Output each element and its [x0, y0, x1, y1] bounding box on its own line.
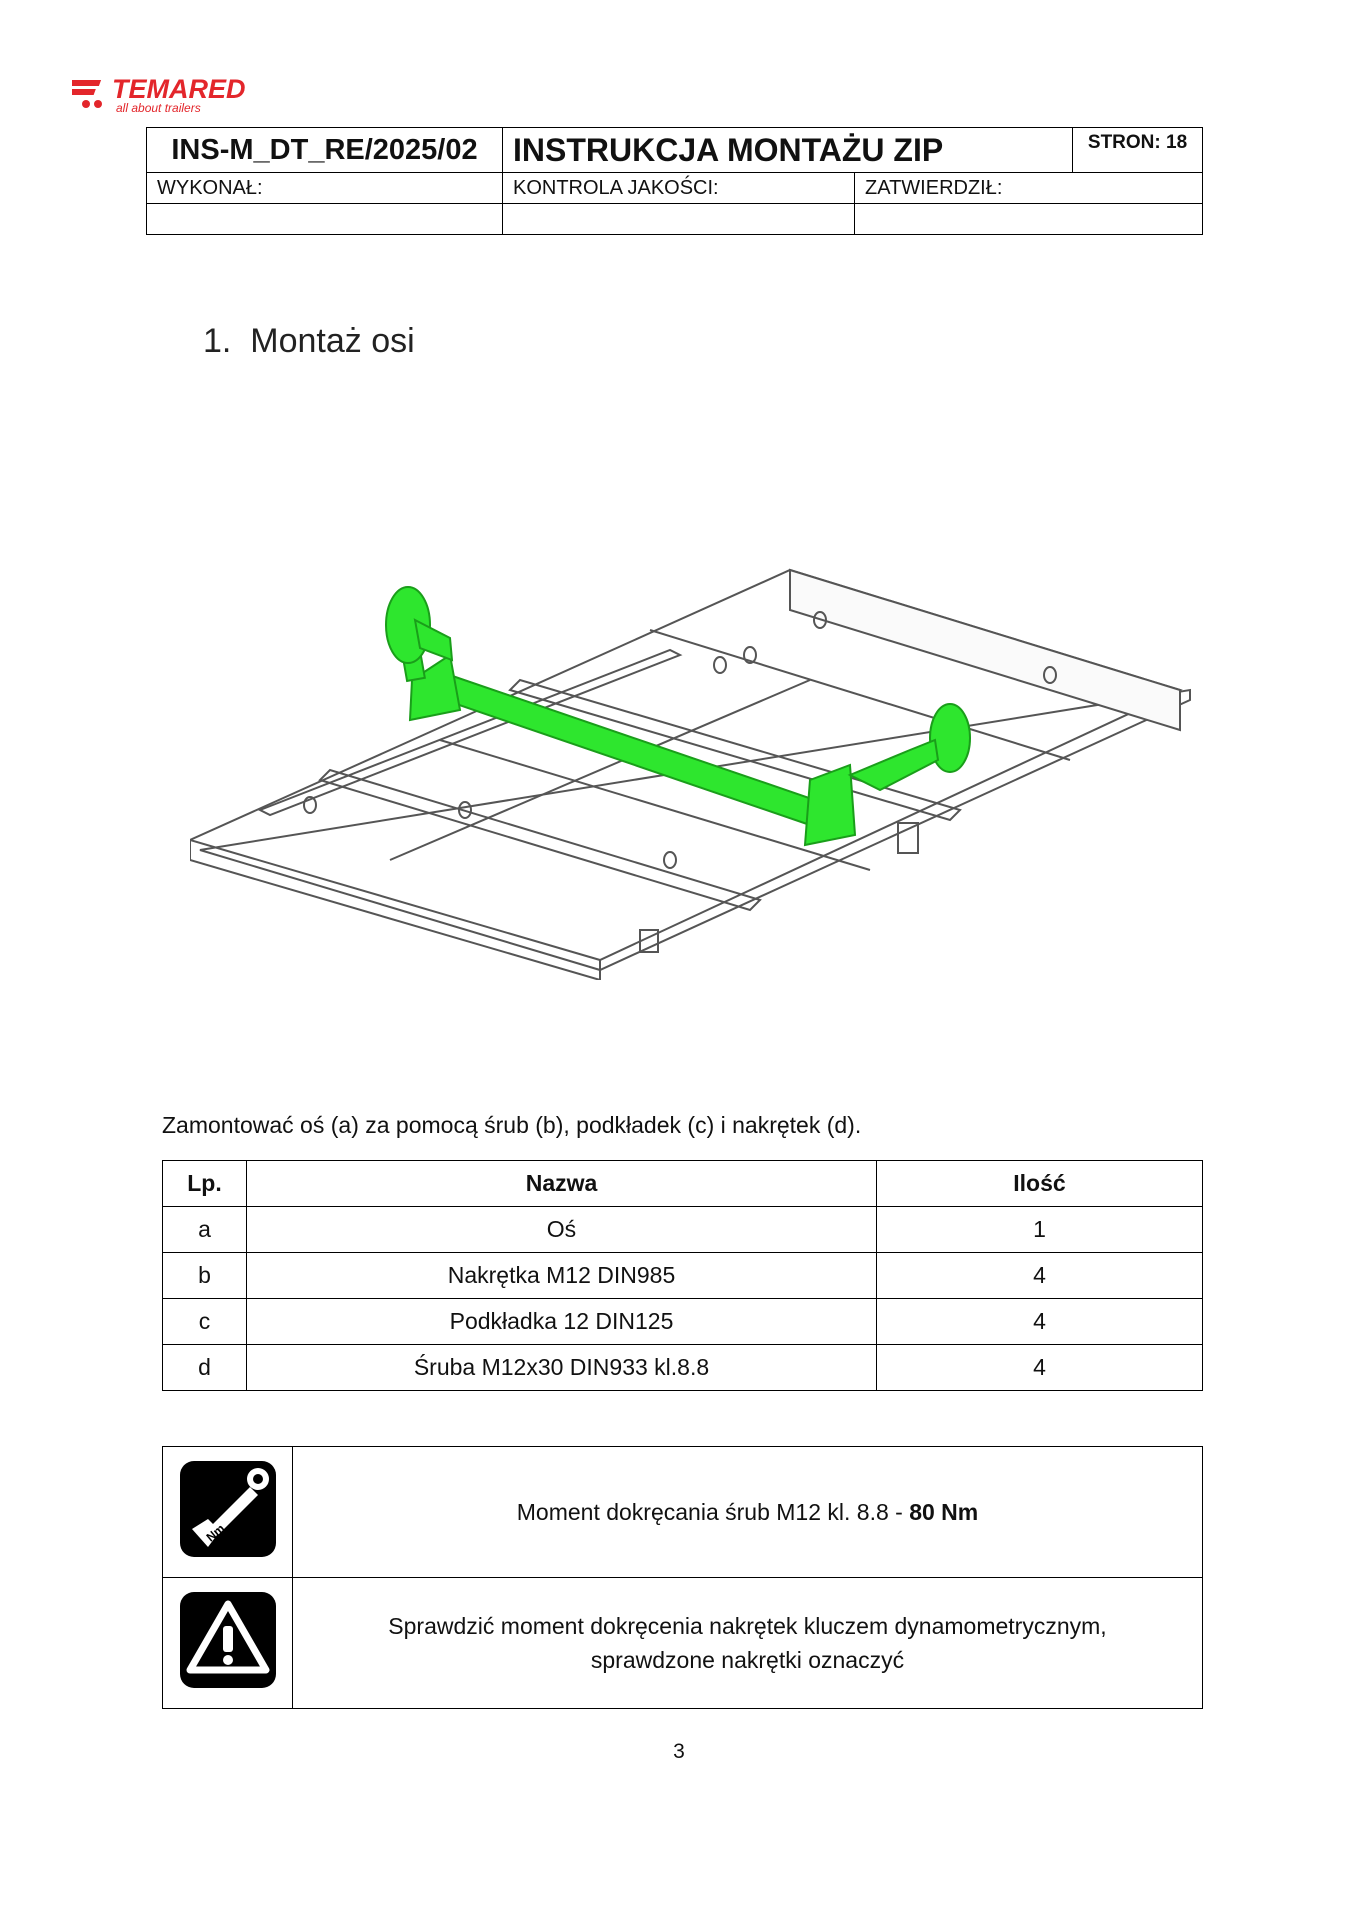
row-qty: 1 [877, 1207, 1203, 1253]
executed-by-value [147, 204, 503, 235]
torque-note [293, 1447, 1203, 1578]
table-row [163, 1207, 1203, 1253]
approved-value [855, 204, 1203, 235]
row-qty: 4 [877, 1299, 1203, 1345]
axle-assembly-drawing [190, 560, 1200, 980]
warning-note [293, 1578, 1203, 1709]
temared-logo [72, 72, 342, 118]
section-heading [203, 322, 415, 361]
header-name: Nazwa [247, 1161, 877, 1207]
row-name: Oś [247, 1207, 877, 1253]
row-lp: b [163, 1253, 247, 1299]
svg-text:Nm: Nm [203, 1521, 227, 1545]
notes-table [162, 1446, 1203, 1709]
page-count: STRON: 18 [1073, 128, 1203, 173]
approved-label: ZATWIERDZIŁ: [855, 173, 1203, 204]
doc-code: INS-M_DT_RE/2025/02 [147, 128, 503, 173]
quality-control-label: KONTROLA JAKOŚCI: [503, 173, 855, 204]
warning-icon-cell [163, 1578, 293, 1709]
warning-line-1: Sprawdzić moment dokręcenia nakrętek kluczem dynamometrycznym, [388, 1613, 1107, 1639]
header-lp: Lp. [163, 1161, 247, 1207]
doc-title: INSTRUKCJA MONTAŻU ZIP [503, 128, 1073, 173]
row-qty: 4 [877, 1345, 1203, 1391]
row-lp: a [163, 1207, 247, 1253]
section-title: Montaż osi [250, 322, 415, 360]
parts-table [162, 1160, 1203, 1391]
table-row [163, 1253, 1203, 1299]
row-name: Podkładka 12 DIN125 [247, 1299, 877, 1345]
torque-value: 80 Nm [909, 1498, 979, 1525]
warning-icon [178, 1590, 278, 1690]
table-row [163, 1299, 1203, 1345]
row-lp: d [163, 1345, 247, 1391]
header-qty: Ilość [877, 1161, 1203, 1207]
quality-control-value [503, 204, 855, 235]
section-number: 1. [203, 322, 232, 360]
row-name: Nakrętka M12 DIN985 [247, 1253, 877, 1299]
torque-wrench-icon [178, 1459, 278, 1559]
instruction-text: Zamontować oś (a) za pomocą śrub (b), podkładek (c) i nakrętek (d). [162, 1112, 862, 1138]
row-name: Śruba M12x30 DIN933 kl.8.8 [247, 1345, 877, 1391]
executed-by-label: WYKONAŁ: [147, 173, 503, 204]
row-qty: 4 [877, 1253, 1203, 1299]
row-lp: c [163, 1299, 247, 1345]
table-row [163, 1345, 1203, 1391]
document-header [146, 127, 1203, 235]
torque-text: Moment dokręcania śrub M12 kl. 8.8 - [516, 1498, 910, 1525]
torque-icon-cell [163, 1447, 293, 1578]
table-header-row [163, 1161, 1203, 1207]
svg-text:all about trailers: all about trailers [116, 101, 201, 115]
svg-text:TEMARED: TEMARED [112, 74, 246, 104]
warning-line-2: sprawdzone nakrętki oznaczyć [590, 1647, 905, 1673]
page-number: 3 [673, 1740, 685, 1763]
